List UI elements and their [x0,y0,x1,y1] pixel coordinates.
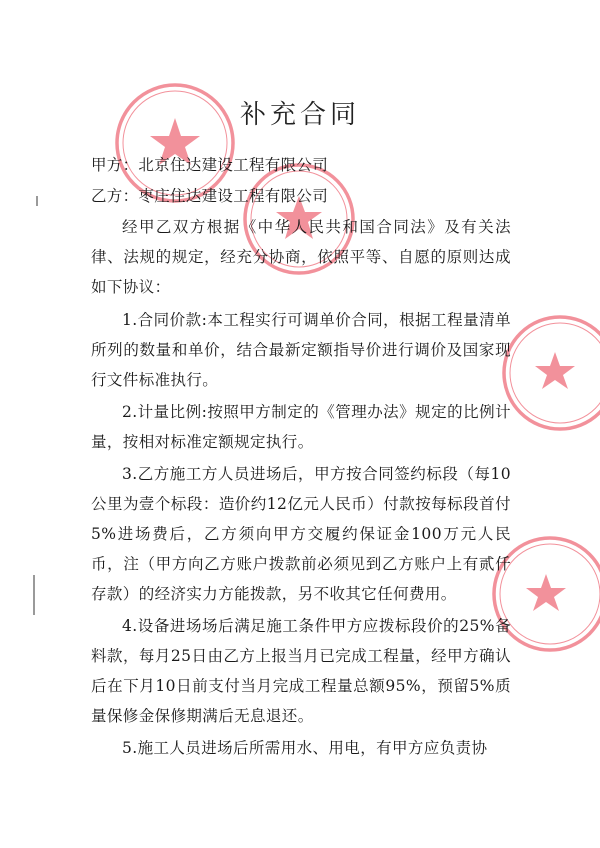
clause-2-paragraph: 2.计量比例:按照甲方制定的《管理办法》规定的比例计量，按相对标准定额规定执行。 [91,403,511,451]
document-title: 补充合同 [239,100,360,130]
clause-4-paragraph: 4.设备进场场后满足施工条件甲方应拨标段价的25%备料款，每月25日由乙方上报当月已完成工程量，经甲方确认后在下月10日前支付当月完成工程量总额95%，预留5%质量保修金保修期满后无息退还。 [91,617,511,725]
preamble-paragraph: 经甲乙双方根据《中华人民共和国合同法》及有关法律、法规的规定，经充分协商，依照平等、自愿的原则达成如下协议： [91,218,511,296]
clause-3-paragraph: 3.乙方施工方人员进场后，甲方按合同签约标段（每10公里为壹个标段：造价约12亿元人民币）付款按每标段首付5%进场费后，乙方须向甲方交履约保证金100万元人民币，注（甲方向乙方账户拨款前必须见到乙方账户上有贰仟存款）的经济实力方能拨款，另不收其它任何费用。 [91,465,511,603]
clause-5-paragraph: 5.施工人员进场后所需用水、用电，有甲方应负责协 [122,739,488,757]
party-a-line: 甲方：北京住达建设工程有限公司 [91,156,329,174]
scan-mark [36,196,38,206]
scan-mark [33,575,35,615]
company-seal-3 [500,308,600,438]
clause-1-paragraph: 1.合同价款:本工程实行可调单价合同，根据工程量清单所列的数量和单价，结合最新定额指导价进行调价及国家现行文件标准执行。 [91,311,511,389]
party-b-line: 乙方：枣庄住达建设工程有限公司 [91,187,329,205]
